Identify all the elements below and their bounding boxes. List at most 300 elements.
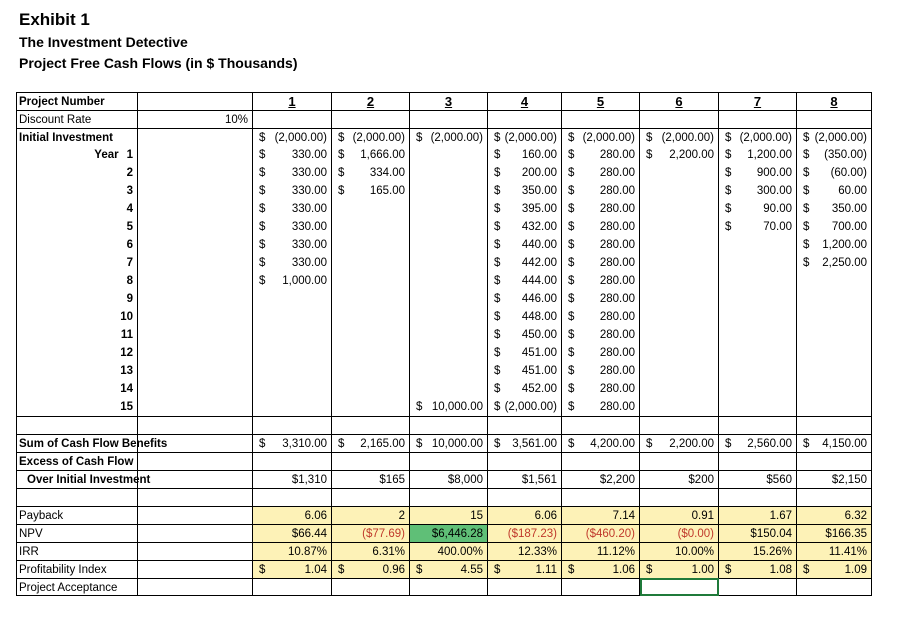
blank-cell[interactable] <box>138 380 253 398</box>
excess-cell[interactable]: $2,200 <box>562 470 640 488</box>
cash-flow-cell[interactable] <box>488 380 562 398</box>
label-discount-rate[interactable]: Discount Rate <box>16 110 138 128</box>
cash-flow-cell[interactable] <box>562 380 640 398</box>
year-label[interactable] <box>16 182 138 200</box>
cash-flow-cell[interactable] <box>562 164 640 182</box>
project-acceptance-cell[interactable] <box>253 578 332 596</box>
payback-cell[interactable]: 6.06 <box>488 506 562 524</box>
currency-symbol: $ <box>338 185 345 197</box>
excess-cell[interactable]: $8,000 <box>410 470 488 488</box>
cell-value: (2,000.00) <box>582 132 635 144</box>
blank-cell[interactable] <box>332 272 410 290</box>
blank-cell[interactable] <box>138 524 253 542</box>
payback-cell[interactable]: 2 <box>332 506 410 524</box>
label-payback[interactable]: Payback <box>16 506 138 524</box>
cash-flow-cell[interactable] <box>562 218 640 236</box>
payback-cell[interactable]: 1.67 <box>719 506 797 524</box>
payback-cell[interactable]: 15 <box>410 506 488 524</box>
blank-cell[interactable] <box>253 344 332 362</box>
blank-cell[interactable] <box>640 344 719 362</box>
initial-investment-cell[interactable] <box>640 128 719 146</box>
irr-cell[interactable]: 6.31% <box>332 542 410 560</box>
blank-cell[interactable] <box>332 398 410 416</box>
cash-flow-cell[interactable] <box>562 398 640 416</box>
npv-cell[interactable]: ($0.00) <box>640 524 719 542</box>
blank-cell[interactable] <box>640 326 719 344</box>
cash-flow-cell[interactable] <box>488 236 562 254</box>
blank-cell[interactable] <box>138 506 253 524</box>
cash-flow-cell[interactable] <box>253 200 332 218</box>
blank-cell[interactable] <box>253 380 332 398</box>
project-acceptance-cell[interactable] <box>488 578 562 596</box>
blank-cell[interactable] <box>253 452 332 470</box>
currency-symbol: $ <box>259 257 266 269</box>
excess-cell[interactable]: $1,310 <box>253 470 332 488</box>
blank-cell[interactable] <box>640 380 719 398</box>
blank-cell[interactable] <box>640 254 719 272</box>
label-excess-over-initial[interactable]: Over Initial Investment <box>16 470 138 488</box>
payback-cell[interactable]: 6.06 <box>253 506 332 524</box>
project-number-cell[interactable]: 8 <box>797 92 872 110</box>
project-number-cell[interactable]: 2 <box>332 92 410 110</box>
blank-cell[interactable] <box>797 398 872 416</box>
blank-cell[interactable] <box>410 308 488 326</box>
cell-value: 60.00 <box>838 185 867 197</box>
cash-flow-cell[interactable] <box>562 182 640 200</box>
cash-flow-cell[interactable] <box>719 182 797 200</box>
cash-flow-cell[interactable] <box>253 236 332 254</box>
cash-flow-cell[interactable] <box>332 146 410 164</box>
year-label[interactable] <box>16 398 138 416</box>
sum-benefits-cell[interactable] <box>488 434 562 452</box>
blank-cell[interactable] <box>253 398 332 416</box>
blank-cell[interactable] <box>138 128 253 146</box>
irr-cell[interactable]: 11.41% <box>797 542 872 560</box>
cash-flow-cell[interactable] <box>488 344 562 362</box>
blank-cell[interactable] <box>410 362 488 380</box>
cell-value: 330.00 <box>291 239 327 251</box>
profitability-index-cell[interactable] <box>332 560 410 578</box>
cash-flow-cell[interactable] <box>253 272 332 290</box>
cash-flow-cell[interactable] <box>719 200 797 218</box>
blank-cell[interactable] <box>138 290 253 308</box>
sum-benefits-cell[interactable] <box>562 434 640 452</box>
cash-flow-cell[interactable] <box>562 200 640 218</box>
initial-investment-cell[interactable] <box>332 128 410 146</box>
cash-flow-cell[interactable] <box>562 344 640 362</box>
sum-benefits-cell[interactable] <box>797 434 872 452</box>
blank-cell[interactable] <box>332 218 410 236</box>
blank-cell[interactable] <box>410 488 488 506</box>
blank-cell[interactable] <box>138 236 253 254</box>
blank-cell[interactable] <box>719 362 797 380</box>
blank-cell[interactable] <box>253 290 332 308</box>
cash-flow-cell[interactable] <box>797 236 872 254</box>
cash-flow-cell[interactable] <box>488 308 562 326</box>
blank-cell[interactable] <box>332 326 410 344</box>
blank-cell[interactable] <box>410 236 488 254</box>
blank-cell[interactable] <box>488 416 562 434</box>
blank-cell[interactable] <box>410 200 488 218</box>
cash-flow-cell[interactable] <box>253 182 332 200</box>
blank-cell[interactable] <box>138 200 253 218</box>
cell-value: 200.00 <box>521 167 557 179</box>
project-acceptance-cell[interactable] <box>719 578 797 596</box>
blank-cell[interactable] <box>640 182 719 200</box>
blank-cell[interactable] <box>719 488 797 506</box>
blank-cell[interactable] <box>719 272 797 290</box>
project-number-cell[interactable]: 7 <box>719 92 797 110</box>
initial-investment-cell[interactable] <box>562 128 640 146</box>
blank-cell[interactable] <box>138 578 253 596</box>
irr-cell[interactable]: 11.12% <box>562 542 640 560</box>
cash-flow-cell[interactable] <box>488 362 562 380</box>
blank-cell[interactable] <box>797 110 872 128</box>
label-initial-investment[interactable]: Initial Investment <box>16 128 138 146</box>
label-npv[interactable]: NPV <box>16 524 138 542</box>
blank-cell[interactable] <box>253 110 332 128</box>
blank-cell[interactable] <box>719 236 797 254</box>
irr-cell[interactable]: 12.33% <box>488 542 562 560</box>
payback-cell[interactable]: 7.14 <box>562 506 640 524</box>
blank-cell[interactable] <box>138 416 253 434</box>
cash-flow-cell[interactable] <box>332 182 410 200</box>
sum-benefits-cell[interactable] <box>332 434 410 452</box>
blank-cell[interactable] <box>719 452 797 470</box>
npv-cell[interactable]: $166.35 <box>797 524 872 542</box>
year-label[interactable] <box>16 146 138 164</box>
cash-flow-cell[interactable] <box>562 326 640 344</box>
payback-cell[interactable]: 0.91 <box>640 506 719 524</box>
cell-value: 10,000.00 <box>431 438 483 450</box>
npv-cell[interactable]: ($77.69) <box>332 524 410 542</box>
year-number: 1 <box>126 149 133 161</box>
cash-flow-cell[interactable] <box>488 290 562 308</box>
blank-cell[interactable] <box>640 362 719 380</box>
currency-symbol: $ <box>646 132 653 144</box>
cell-value: (350.00) <box>824 149 867 161</box>
sum-benefits-cell[interactable] <box>253 434 332 452</box>
cell-value: 280.00 <box>599 401 635 413</box>
blank-cell[interactable] <box>332 452 410 470</box>
cash-flow-cell[interactable] <box>797 164 872 182</box>
label-excess[interactable]: Excess of Cash Flow <box>16 452 138 470</box>
label-sum-benefits[interactable]: Sum of Cash Flow Benefits <box>16 434 138 452</box>
blank-cell[interactable] <box>410 110 488 128</box>
cash-flow-cell[interactable] <box>719 146 797 164</box>
cash-flow-cell[interactable] <box>488 200 562 218</box>
npv-cell[interactable]: ($460.20) <box>562 524 640 542</box>
blank-cell[interactable] <box>640 110 719 128</box>
blank-cell[interactable] <box>332 290 410 308</box>
blank-cell[interactable] <box>797 308 872 326</box>
cash-flow-cell[interactable] <box>488 146 562 164</box>
blank-cell[interactable] <box>138 326 253 344</box>
blank-cell[interactable] <box>332 362 410 380</box>
blank-cell[interactable] <box>797 326 872 344</box>
year-label[interactable] <box>16 272 138 290</box>
blank-cell[interactable] <box>253 488 332 506</box>
label-irr[interactable]: IRR <box>16 542 138 560</box>
project-number-cell[interactable]: 4 <box>488 92 562 110</box>
cash-flow-cell[interactable] <box>253 254 332 272</box>
blank-cell[interactable] <box>253 308 332 326</box>
blank-cell[interactable] <box>410 416 488 434</box>
blank-cell[interactable] <box>410 182 488 200</box>
year-label[interactable] <box>16 236 138 254</box>
blank-cell[interactable] <box>562 110 640 128</box>
cash-flow-cell[interactable] <box>488 164 562 182</box>
initial-investment-cell[interactable] <box>253 128 332 146</box>
blank-cell[interactable] <box>562 416 640 434</box>
blank-cell[interactable] <box>410 326 488 344</box>
blank-cell[interactable] <box>410 344 488 362</box>
year-label[interactable] <box>16 290 138 308</box>
year-label[interactable] <box>16 308 138 326</box>
blank-cell[interactable] <box>640 416 719 434</box>
blank-cell[interactable] <box>410 218 488 236</box>
blank-cell[interactable] <box>719 110 797 128</box>
initial-investment-cell[interactable] <box>488 128 562 146</box>
label-project-number[interactable]: Project Number <box>16 92 138 110</box>
blank-cell[interactable] <box>410 254 488 272</box>
project-number-cell[interactable]: 5 <box>562 92 640 110</box>
currency-symbol: $ <box>803 132 810 144</box>
blank-cell[interactable] <box>640 272 719 290</box>
project-number-cell[interactable]: 3 <box>410 92 488 110</box>
project-number-cell[interactable]: 1 <box>253 92 332 110</box>
blank-cell[interactable] <box>797 272 872 290</box>
blank-cell[interactable] <box>640 236 719 254</box>
cash-flow-cell[interactable] <box>410 398 488 416</box>
year-label[interactable] <box>16 326 138 344</box>
year-label[interactable] <box>16 218 138 236</box>
cell-value: (2,000.00) <box>352 132 405 144</box>
irr-cell[interactable]: 10.87% <box>253 542 332 560</box>
blank-cell[interactable] <box>640 290 719 308</box>
blank-cell[interactable] <box>410 380 488 398</box>
blank-cell[interactable] <box>138 308 253 326</box>
blank-cell[interactable] <box>797 344 872 362</box>
blank-cell[interactable] <box>332 110 410 128</box>
profitability-index-cell[interactable] <box>797 560 872 578</box>
blank-cell[interactable] <box>719 326 797 344</box>
blank-cell[interactable] <box>640 200 719 218</box>
blank-cell[interactable] <box>640 308 719 326</box>
currency-symbol: $ <box>259 221 266 233</box>
currency-symbol: $ <box>494 132 501 144</box>
blank-cell[interactable] <box>138 344 253 362</box>
blank-cell[interactable] <box>332 254 410 272</box>
blank-cell[interactable] <box>797 290 872 308</box>
cash-flow-cell[interactable] <box>562 272 640 290</box>
blank-cell[interactable] <box>138 434 253 452</box>
blank-cell[interactable] <box>797 488 872 506</box>
cash-flow-cell[interactable] <box>488 182 562 200</box>
excess-cell[interactable]: $2,150 <box>797 470 872 488</box>
label-profitability-index[interactable]: Profitability Index <box>16 560 138 578</box>
cash-flow-cell[interactable] <box>797 182 872 200</box>
sum-benefits-cell[interactable] <box>410 434 488 452</box>
currency-symbol: $ <box>725 221 732 233</box>
cash-flow-cell[interactable] <box>562 254 640 272</box>
blank-cell[interactable] <box>138 254 253 272</box>
project-acceptance-cell[interactable] <box>640 578 719 596</box>
cash-flow-cell[interactable] <box>562 236 640 254</box>
sum-benefits-cell[interactable] <box>640 434 719 452</box>
currency-symbol: $ <box>259 203 266 215</box>
year-label[interactable] <box>16 362 138 380</box>
blank-cell[interactable] <box>562 452 640 470</box>
profitability-index-cell[interactable] <box>253 560 332 578</box>
blank-cell[interactable] <box>138 164 253 182</box>
blank-cell[interactable] <box>719 416 797 434</box>
blank-cell[interactable] <box>640 164 719 182</box>
blank-cell[interactable] <box>138 92 253 110</box>
cash-flow-cell[interactable] <box>562 362 640 380</box>
blank-cell[interactable] <box>488 452 562 470</box>
blank-cell[interactable] <box>138 560 253 578</box>
excess-cell[interactable]: $165 <box>332 470 410 488</box>
blank-cell[interactable] <box>410 452 488 470</box>
project-acceptance-cell[interactable] <box>332 578 410 596</box>
blank-cell[interactable] <box>488 488 562 506</box>
blank-cell[interactable] <box>253 362 332 380</box>
label-project-acceptance[interactable]: Project Acceptance <box>16 578 138 596</box>
blank-cell[interactable] <box>138 218 253 236</box>
blank-cell[interactable] <box>410 272 488 290</box>
cash-flow-cell[interactable] <box>562 290 640 308</box>
cash-flow-cell[interactable] <box>253 146 332 164</box>
blank-cell[interactable] <box>253 326 332 344</box>
sum-benefits-cell[interactable] <box>719 434 797 452</box>
blank-cell[interactable] <box>138 542 253 560</box>
blank-cell[interactable] <box>410 146 488 164</box>
cash-flow-cell[interactable] <box>797 218 872 236</box>
cash-flow-cell[interactable] <box>332 164 410 182</box>
blank-cell[interactable] <box>332 236 410 254</box>
currency-symbol: $ <box>494 203 501 215</box>
project-acceptance-cell[interactable] <box>562 578 640 596</box>
cell-value: 330.00 <box>291 221 327 233</box>
profitability-index-cell[interactable] <box>488 560 562 578</box>
blank-cell[interactable] <box>16 416 138 434</box>
npv-cell[interactable]: $6,446.28 <box>410 524 488 542</box>
excess-cell[interactable]: $200 <box>640 470 719 488</box>
cash-flow-cell[interactable] <box>719 218 797 236</box>
cash-flow-cell[interactable] <box>719 164 797 182</box>
blank-cell[interactable] <box>797 452 872 470</box>
blank-cell[interactable] <box>797 362 872 380</box>
blank-cell[interactable] <box>138 452 253 470</box>
cash-flow-cell[interactable] <box>640 146 719 164</box>
blank-cell[interactable] <box>719 380 797 398</box>
blank-cell[interactable] <box>138 272 253 290</box>
blank-cell[interactable] <box>138 398 253 416</box>
irr-cell[interactable]: 400.00% <box>410 542 488 560</box>
cash-flow-cell[interactable] <box>797 254 872 272</box>
blank-cell[interactable] <box>410 164 488 182</box>
year-label[interactable] <box>16 164 138 182</box>
blank-cell[interactable] <box>640 452 719 470</box>
blank-cell[interactable] <box>719 344 797 362</box>
blank-cell[interactable] <box>719 290 797 308</box>
profitability-index-cell[interactable] <box>410 560 488 578</box>
blank-cell[interactable] <box>332 380 410 398</box>
blank-cell[interactable] <box>138 362 253 380</box>
year-label[interactable] <box>16 380 138 398</box>
cash-flow-cell[interactable] <box>488 254 562 272</box>
cash-flow-cell[interactable] <box>797 146 872 164</box>
blank-cell[interactable] <box>332 200 410 218</box>
npv-cell[interactable]: $150.04 <box>719 524 797 542</box>
blank-cell[interactable] <box>138 470 253 488</box>
payback-cell[interactable]: 6.32 <box>797 506 872 524</box>
discount-rate-value[interactable]: 10% <box>138 110 253 128</box>
blank-cell[interactable] <box>797 380 872 398</box>
blank-cell[interactable] <box>562 488 640 506</box>
cash-flow-cell[interactable] <box>797 200 872 218</box>
npv-cell[interactable]: ($187.23) <box>488 524 562 542</box>
blank-cell[interactable] <box>719 254 797 272</box>
project-acceptance-cell[interactable] <box>797 578 872 596</box>
blank-cell[interactable] <box>719 398 797 416</box>
cash-flow-cell[interactable] <box>488 272 562 290</box>
initial-investment-cell[interactable] <box>719 128 797 146</box>
irr-cell[interactable]: 10.00% <box>640 542 719 560</box>
initial-investment-cell[interactable] <box>797 128 872 146</box>
project-acceptance-cell[interactable] <box>410 578 488 596</box>
excess-cell[interactable]: $560 <box>719 470 797 488</box>
blank-cell[interactable] <box>640 488 719 506</box>
profitability-index-cell[interactable] <box>719 560 797 578</box>
blank-cell[interactable] <box>332 416 410 434</box>
blank-cell[interactable] <box>640 218 719 236</box>
profitability-index-cell[interactable] <box>562 560 640 578</box>
cash-flow-cell[interactable] <box>253 218 332 236</box>
year-label[interactable] <box>16 254 138 272</box>
profitability-index-cell[interactable] <box>640 560 719 578</box>
blank-cell[interactable] <box>138 182 253 200</box>
blank-cell[interactable] <box>410 290 488 308</box>
currency-symbol: $ <box>568 221 575 233</box>
cash-flow-cell[interactable] <box>488 326 562 344</box>
cash-flow-cell[interactable] <box>488 398 562 416</box>
blank-cell[interactable] <box>797 416 872 434</box>
cash-flow-cell[interactable] <box>253 164 332 182</box>
blank-cell[interactable] <box>332 308 410 326</box>
cash-flow-cell[interactable] <box>562 308 640 326</box>
blank-cell[interactable] <box>332 488 410 506</box>
blank-cell[interactable] <box>488 110 562 128</box>
year-label[interactable] <box>16 200 138 218</box>
project-number-cell[interactable]: 6 <box>640 92 719 110</box>
excess-cell[interactable]: $1,561 <box>488 470 562 488</box>
blank-cell[interactable] <box>332 344 410 362</box>
blank-cell[interactable] <box>16 488 138 506</box>
year-label[interactable] <box>16 344 138 362</box>
irr-cell[interactable]: 15.26% <box>719 542 797 560</box>
blank-cell[interactable] <box>138 146 253 164</box>
blank-cell[interactable] <box>253 416 332 434</box>
blank-cell[interactable] <box>640 398 719 416</box>
cash-flow-cell[interactable] <box>488 218 562 236</box>
initial-investment-cell[interactable] <box>410 128 488 146</box>
blank-cell[interactable] <box>719 308 797 326</box>
cash-flow-cell[interactable] <box>562 146 640 164</box>
npv-cell[interactable]: $66.44 <box>253 524 332 542</box>
blank-cell[interactable] <box>138 488 253 506</box>
